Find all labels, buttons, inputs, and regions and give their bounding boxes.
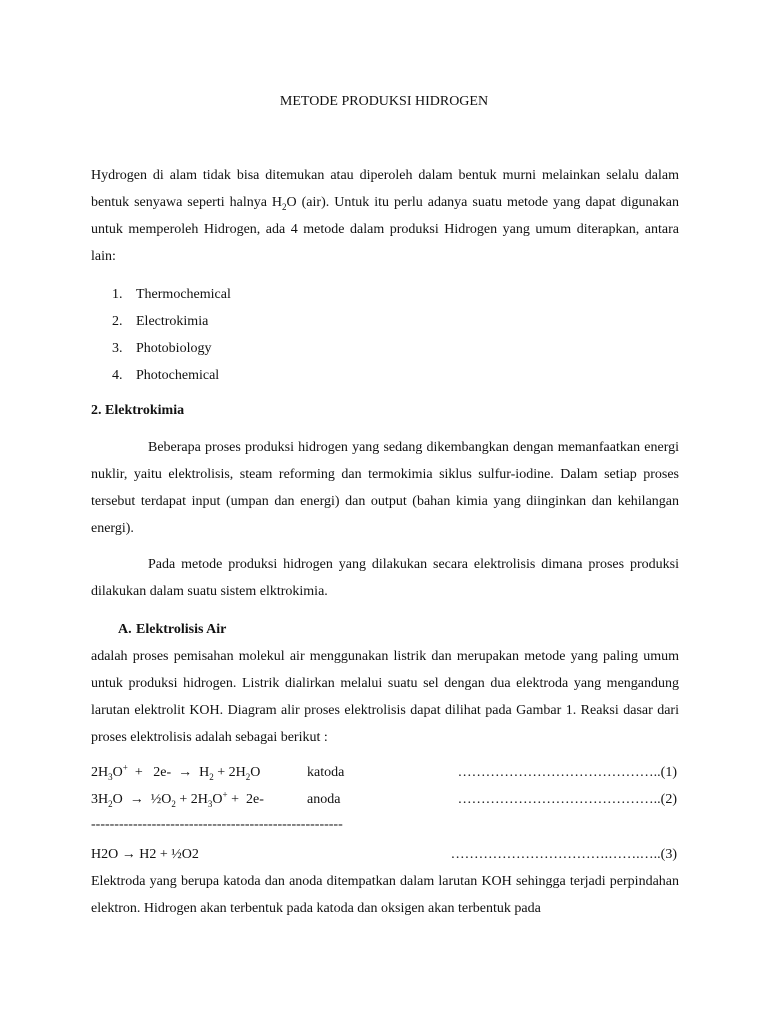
intro-subscript: 2 <box>282 201 287 212</box>
document-title: METODE PRODUKSI HIDROGEN <box>279 94 489 109</box>
paragraph-electrolysis-method: Pada metode produksi hidrogen yang dilakukan secara elektrolisis dimana proses produksi dilakukan dalam suatu sistem elktrokimia. <box>91 557 679 599</box>
subsection-heading: A. Elektrolisis Air <box>118 622 227 637</box>
paragraph-water-electrolysis: adalah proses pemisahan molekul air menggunakan listrik dan merupakan metode yang paling umum untuk produksi hidrogen. Listrik dialirkan melalui suatu sel dengan dua elektroda yang mengandung larutan elektrolit KOH. Diagram alir proses elektrolisis dapat dilihat pada Gambar 1. Reaksi dasar dari proses elektrolisis adalah sebagai berikut : <box>91 649 679 745</box>
list-item: 3. Photobiology <box>112 341 212 356</box>
equation-label: katoda <box>307 765 345 780</box>
paragraph-nuclear-processes: Beberapa proses produksi hidrogen yang sedang dikembangkan dengan memanfaatkan energi nuklir, yaitu elektrolisis, steam reforming dan termokimia siklus sulfur-iodine. Dalam setiap proses tersebut terdapat input (umpan dan energi) dan output (bahan kimia yang diinginkan dan kehilangan energi). <box>91 440 679 536</box>
paragraph-electrodes: Elektroda yang berupa katoda dan anoda ditempatkan dalam larutan KOH sehingga terjadi perpindahan elektron. Hidrogen akan terbentuk pada katoda dan oksigen akan terbentuk pada <box>91 874 679 916</box>
section-heading: 2. Elektrokimia <box>91 403 185 418</box>
equation-number: …………………………….…….…..(3) <box>450 847 677 862</box>
list-item: 4. Photochemical <box>112 368 220 383</box>
list-item: 2. Electrokimia <box>112 314 209 329</box>
list-item: 1. Thermochemical <box>112 287 231 302</box>
equation-anode <box>91 786 679 813</box>
equation-formula: H2O → H2 + ½O2 <box>91 847 199 862</box>
equation-number: ……………………………………..(2) <box>457 792 677 807</box>
equation-total <box>91 841 679 868</box>
equation-formula: $3H_2O$ → $\frac{1}{2}O_2 + 2H_3O^+ + 2e-$ <box>91 789 264 809</box>
equation-label: anoda <box>307 792 341 807</box>
intro-paragraph <box>91 162 679 270</box>
divider-dashes: ------------------------------------------------------ <box>91 817 343 832</box>
intro-text-after: O (air). Untuk itu perlu adanya suatu metode yang dapat digunakan untuk memperoleh Hidrogen, ada 4 metode dalam produksi Hidrogen yang umum diterapkan, antara lain: <box>91 195 679 264</box>
methods-list <box>112 281 231 389</box>
equation-number: ……………………………………..(1) <box>457 765 677 780</box>
equation-formula: $2H_3O^+ + 2e- \to H_2 + 2H_2O$ <box>91 762 261 782</box>
intro-text-before: Hydrogen di alam tidak bisa ditemukan atau diperoleh dalam bentuk murni melainkan selalu dalam bentuk senyawa seperti halnya H <box>91 168 679 210</box>
equation-cathode <box>91 759 679 786</box>
